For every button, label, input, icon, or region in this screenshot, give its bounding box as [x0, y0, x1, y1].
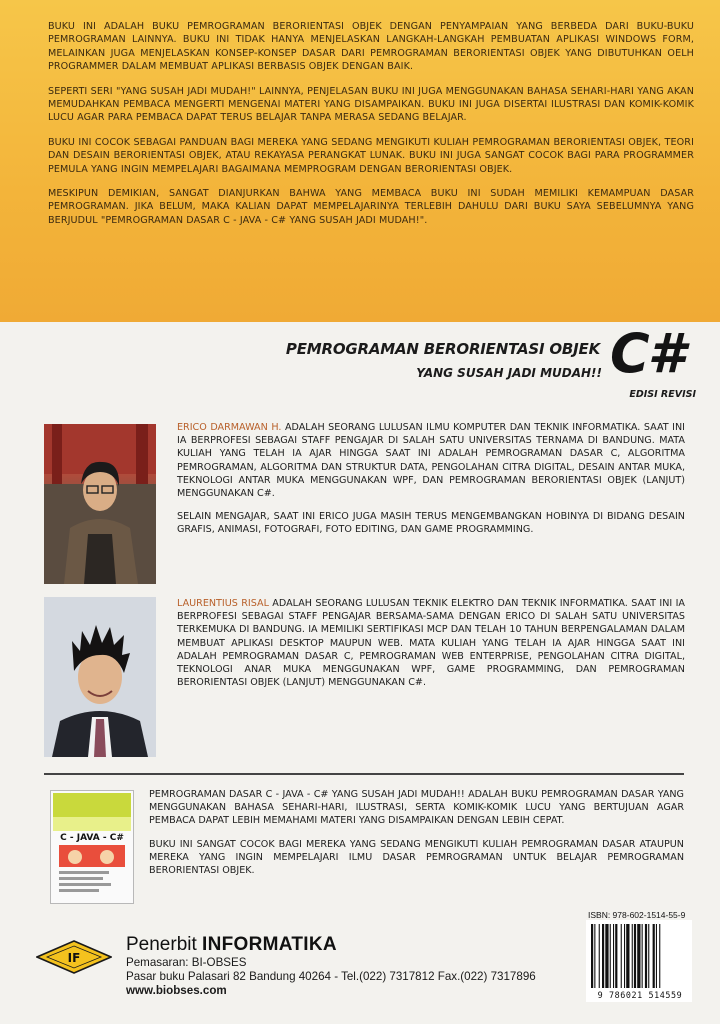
publisher-address: Pasar buku Palasari 82 Bandung 40264 - Tel.(022) 7317812 Fax.(022) 7317896: [126, 970, 536, 983]
isbn-label: ISBN: 978-602-1514-55-9: [588, 910, 686, 920]
author-bio-laurentius: [177, 597, 685, 699]
description-paragraph-1: BUKU INI ADALAH BUKU PEMROGRAMAN BERORIENTASI OBJEK DENGAN PENYAMPAIAN YANG BERBEDA DARI BUKU-BUKU PEMROGRAMAN LAINNYA. BUKU INI TIDAK HANYA MENJELASKAN LANGKAH-LANGKAH PEMBUATAN APLIKASI WINDOWS FORM, MELAINKAN JUGA MENJELASKAN KONSEP-KONSEP DASAR DARI PEMROGRAMAN BERORIENTASI OBJEK YANG DIBUTUHKAN OELH PROGRAMMER DALAM MEMBUAT APLIKASI BERBASIS OBJEK DENGAN BAIK.: [48, 21, 694, 73]
promo-paragraph-2: BUKU INI SANGAT COCOK BAGI MEREKA YANG SEDANG MENGIKUTI KULIAH PEMROGRAMAN DASAR ATAUPUN MEREKA YANG INGIN MEMPELAJARI ILMU DASAR PEMROGRAMAN UNTUK BELAJAR PEMROGRAMAN BERORIENTASI OBJEK.: [149, 838, 684, 877]
related-book-promo: [149, 788, 684, 887]
author-bio-text-laurentius: ADALAH SEORANG LULUSAN TEKNIK ELEKTRO DAN TEKNIK INFORMATIKA. SAAT INI IA BERPROFESI SEBAGAI STAFF PENGAJAR BERSAMA-SAMA DENGAN ERICO DI SALAH SATU UNIVERSITAS TERKEMUKA DI BANDUNG. IA MEMILIKI SERTIFIKASI MCP DAN TELAH 10 TAHUN BERPENGALAMAN DALAM MEMBUAT APLIKASI DESKTOP MAUPUN WEB. MATA KULIAH YANG TELAH IA AJAR HINGGA SAAT INI ADALAH PEMROGRAMAN DASAR C, PEMROGRAMAN WEB ENTERPRISE, PENGOLAHAN CITRA DIGITAL, TEKNOLOGI ANAR MUKA MENGGUNAKAN WPF, GAME PROGRAMMING, DAN PEMROGRAMAN BERORIENTASI OBJEK (LANJUT) MENGGUNAKAN C#.: [177, 598, 685, 689]
author-photo-laurentius: [44, 597, 156, 757]
author-name-laurentius: LAURENTIUS RISAL: [177, 598, 269, 609]
description-band: [0, 0, 720, 322]
csharp-logo: C#: [610, 322, 684, 385]
publisher-name: [126, 934, 337, 956]
barcode-digits: 9 786021 514559: [588, 990, 692, 1000]
author-bio-erico: [177, 421, 685, 547]
promo-paragraph-1: PEMROGRAMAN DASAR C - JAVA - C# YANG SUSAH JADI MUDAH!! ADALAH BUKU PEMROGRAMAN DASAR YANG MENGGUNAKAN BAHASA SEHARI-HARI, ILUSTRASI, SERTA KOMIK-KOMIK LUCU YANG BERTUJUAN AGAR PEMBACA DAPAT LEBIH MEMAHAMI MATERI YANG DISAMPAIKAN DENGAN LEBIH CEPAT.: [149, 789, 684, 827]
publisher-brand: INFORMATIKA: [202, 934, 337, 955]
author-bio-hobby-erico: SELAIN MENGAJAR, SAAT INI ERICO JUGA MASIH TERUS MENGEMBANGKAN HOBINYA DI BIDANG DESAIN GRAFIS, ANIMASI, FOTOGRAFI, FOTO EDITING, DAN GAME PROGRAMMING.: [177, 511, 685, 536]
book-title: PEMROGRAMAN BERORIENTASI OBJEK: [285, 340, 600, 358]
publisher-website: www.biobses.com: [126, 984, 227, 997]
publisher-logo: [36, 940, 112, 974]
publisher-logo-text: IF: [67, 951, 81, 965]
author-bio-text-erico: ADALAH SEORANG LULUSAN ILMU KOMPUTER DAN TEKNIK INFORMATIKA. SAAT INI IA BERPROFESI SEBAGAI STAFF PENGAJAR DI SALAH SATU UNIVERSITAS TERNAMA DI BANDUNG. MATA KULIAH YANG TELAH IA AJAR HINGGA SAAT INI ADALAH PEMROGRAMAN DASAR C, ALGORITMA PEMROGRAMAN, ALGORITMA DAN STRUKTUR DATA, PENGOLAHAN CITRA DIGITAL, DESAIN ANTAR MUKA, TEKNOLOGI ANTAR MUKA MENGGUNAKAN WPF, DAN PEMROGRAMAN BERORIENTASI OBJEK (LANJUT) MENGGUNAKAN C#.: [177, 422, 685, 500]
book-subtitle: YANG SUSAH JADI MUDAH!!: [416, 366, 602, 380]
description-paragraph-4: MESKIPUN DEMIKIAN, SANGAT DIANJURKAN BAHWA YANG MEMBACA BUKU INI SUDAH MEMILIKI KEMAMPUAN DASAR PEMROGRAMAN. JIKA BELUM, MAKA KALIAN DAPAT MEMPELAJARINYA TERLEBIH DAHULU DARI BUKU SAYA SEBELUMNYA YANG BERJUDUL "PEMROGRAMAN DASAR C - JAVA - C# YANG SUSAH JADI MUDAH!".: [48, 188, 694, 226]
publisher-prefix: Penerbit: [126, 934, 203, 955]
barcode-bars: [586, 920, 692, 990]
author-photo-erico: [44, 424, 156, 584]
related-book-title: C - JAVA - C#: [60, 833, 124, 843]
description-paragraph-2: SEPERTI SERI "YANG SUSAH JADI MUDAH!" LAINNYA, PENJELASAN BUKU INI JUGA MENGGUNAKAN BAHASA SEHARI-HARI YANG AKAN MEMUDAHKAN PEMBACA MENGERTI MENGENAI MATERI YANG DISAMPAIKAN. BUKU INI JUGA DISERTAI ILUSTRASI DAN KOMIK-KOMIK LUCU AGAR PARA PEMBACA DAPAT TERUS BELAJAR TANPA MERASA SEDANG BELAJAR.: [48, 85, 694, 124]
author-name-erico: ERICO DARMAWAN H.: [177, 422, 282, 433]
edition-label: EDISI REVISI: [629, 389, 696, 400]
publisher-marketing: Pemasaran: BI-OBSES: [126, 956, 247, 969]
section-divider: [44, 773, 684, 775]
description-paragraph-3: BUKU INI COCOK SEBAGAI PANDUAN BAGI MEREKA YANG SEDANG MENGIKUTI KULIAH PEMROGRAMAN BERORIENTASI OBJEK, TEORI DAN DESAIN BERORIENTASI OBJEK, ATAU REKAYASA PERANGKAT LUNAK. BUKU INI JUGA SANGAT COCOK BAGI PARA PROGRAMMER PEMULA YANG INGIN MEMPELAJARI BAGAIMANA MEMPROGRAM DENGAN BERORIENTASI OBJEK.: [48, 136, 694, 175]
related-book-cover: [50, 790, 134, 904]
